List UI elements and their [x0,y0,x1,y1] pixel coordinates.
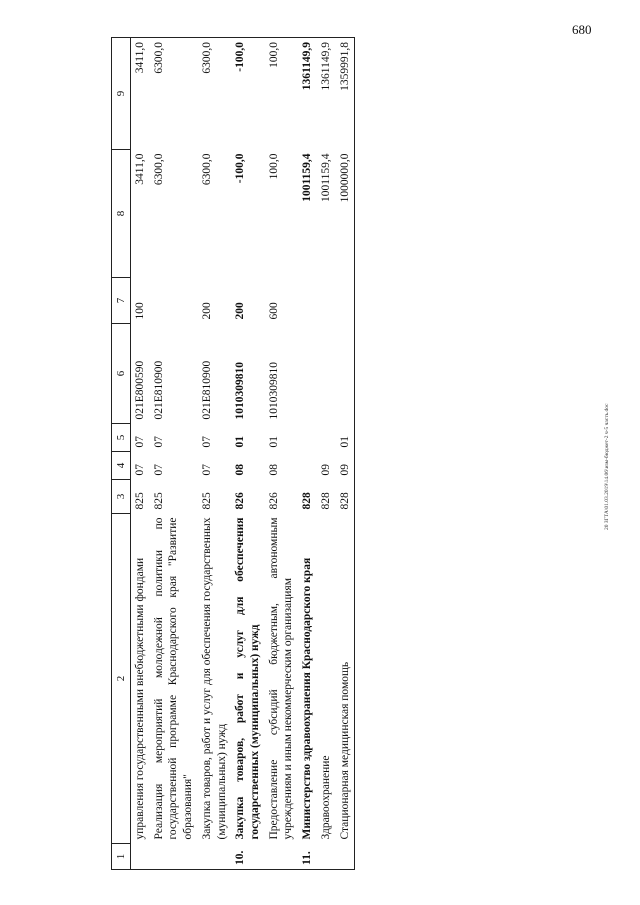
header-cell: 2 [112,514,131,844]
expense-type-code: 200 [234,302,247,320]
row-number [336,844,355,870]
rotated-table-container [111,38,595,870]
target-article-code: 021E810900 [200,360,213,420]
row-name: Закупка товаров, работ и услуг для обеспечения государственных (муниципальных) нужд [234,517,262,840]
section-code: 09 [336,452,355,480]
target-article-code [317,324,336,424]
amount-change: 6300,0 [200,153,213,186]
subsection-code: 07 [134,436,146,448]
target-article-code: 1010309810 [267,362,280,420]
header-cell: 4 [112,452,131,480]
row-number [317,844,336,870]
subsection-code: 01 [336,424,355,452]
expense-type-code [336,278,355,324]
ministry-code: 828 [319,492,332,510]
expense-type-code: 600 [267,302,280,320]
table-row [298,38,317,870]
amount-total: 100,0 [265,38,298,150]
table-row [317,38,336,870]
amount-total: 1361149,9 [298,38,317,150]
row-number [150,844,198,870]
row-number [131,844,150,870]
header-cell: 8 [112,150,131,278]
target-article-code [298,324,317,424]
section-code: 07 [134,464,146,476]
table-row [265,38,298,870]
budget-table [111,37,355,870]
ministry-code: 828 [336,480,355,514]
target-article-code [336,324,355,424]
table-row [131,38,150,870]
row-number: 11. [298,844,317,870]
section-code [298,452,317,480]
amount-change: 1001159,4 [301,153,314,202]
header-cell: 1 [112,844,131,870]
page-number: 680 [572,22,592,37]
expense-type-code: 200 [200,302,213,320]
subsection-code [317,424,336,452]
amount-total: 1359991,8 [336,38,355,150]
subsection-code: 07 [152,436,165,448]
ministry-code: 825 [134,492,146,510]
target-article-code: 021E810900 [152,360,165,420]
row-name: управления государственными внебюджетными фондами [134,557,146,840]
ministry-code: 828 [301,492,314,510]
ministry-code: 826 [234,492,247,510]
row-name: Закупка товаров, работ и услуг для обеспечения государственных (муниципальных) нужд [200,517,228,840]
header-cell: 5 [112,424,131,452]
table-header-row [112,38,131,870]
amount-change: 1000000,0 [336,150,355,278]
table-row [336,38,355,870]
row-name: Здравоохранение [319,755,332,840]
table-row [150,38,198,870]
expense-type-code: 100 [134,302,146,320]
amount-total: 3411,0 [131,38,150,150]
amount-change: 3411,0 [134,153,146,185]
section-code: 08 [267,464,280,476]
amount-total: 6300,0 [150,38,198,150]
header-cell: 3 [112,480,131,514]
amount-change: 100,0 [267,153,280,180]
section-code: 07 [152,464,165,476]
target-article-code: 1010309810 [234,362,247,420]
header-cell: 9 [112,38,131,150]
ministry-code: 826 [267,492,280,510]
row-number [198,844,231,870]
amount-change: -100,0 [234,153,247,184]
expense-type-code [150,278,198,324]
table-body [131,38,355,870]
row-number: 10. [231,844,264,870]
amount-total: -100,0 [231,38,264,150]
row-number [265,844,298,870]
amount-total: 6300,0 [198,38,231,150]
amount-change: 6300,0 [152,153,165,186]
subsection-code: 01 [234,436,247,448]
header-cell: 7 [112,278,131,324]
subsection-code: 01 [267,436,280,448]
footer-file-path: 20 ЗГТА\01.03.2019\14.06\изм-бюджет-2 ч-5 часть.doc [604,403,610,530]
row-name: Предоставление субсидий бюджетным, автономным учреждениям и иным некоммерческим организациям [267,517,295,840]
table-row [231,38,264,870]
row-name: Министерство здравоохранения Краснодарского края [301,557,314,840]
ministry-code: 825 [152,492,165,510]
section-code: 09 [319,464,332,476]
target-article-code: 021E800590 [134,360,146,420]
expense-type-code [317,278,336,324]
section-code: 08 [234,464,247,476]
ministry-code: 825 [200,492,213,510]
subsection-code: 07 [200,436,213,448]
expense-type-code [298,278,317,324]
row-name: Стационарная медицинская помощь [336,514,355,844]
header-cell: 6 [112,324,131,424]
amount-total: 1361149,9 [317,38,336,150]
section-code: 07 [200,464,213,476]
table-row [198,38,231,870]
row-name: Реализация мероприятий молодежной политики по государственной программе Краснодарского края "Развитие образования" [152,517,195,840]
subsection-code [298,424,317,452]
amount-change: 1001159,4 [319,153,332,202]
